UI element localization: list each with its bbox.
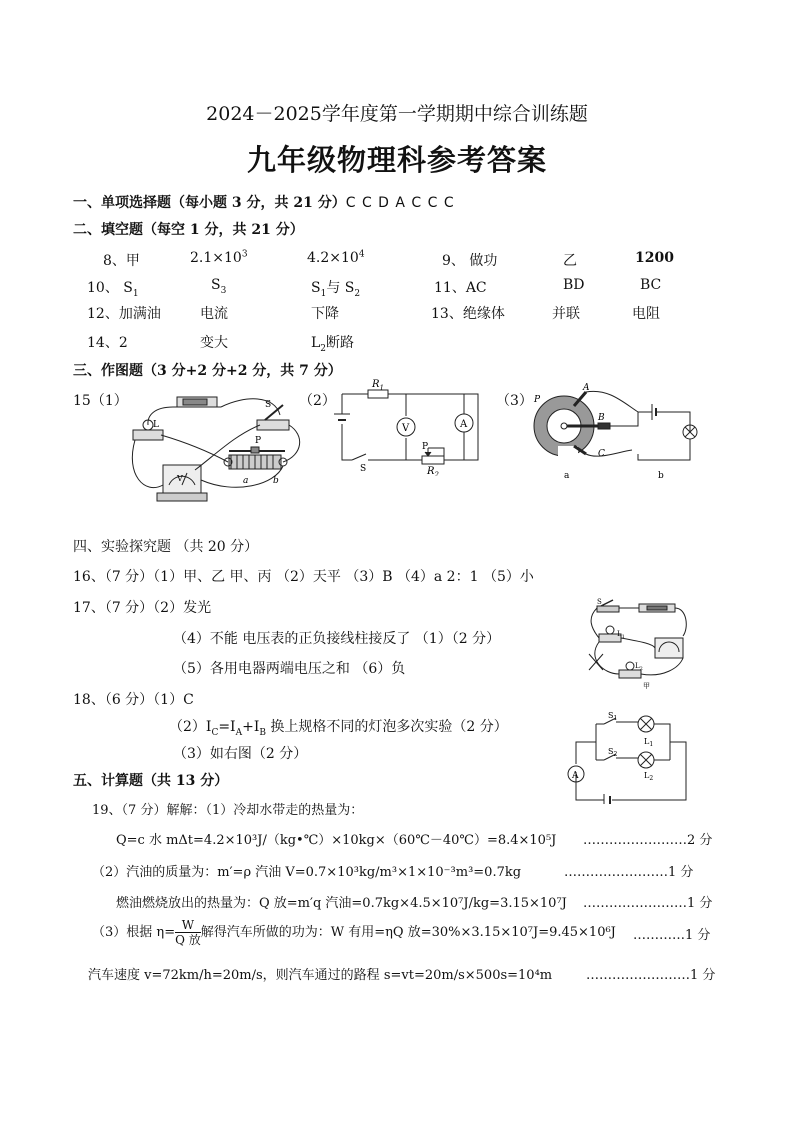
- fig15-2-label: （2）: [299, 393, 336, 409]
- fig15-2-P: P: [422, 442, 429, 452]
- fig15-2-A: A: [460, 419, 468, 430]
- efficiency-fraction: $\frac{W}{\text{Q 放}}$: [175, 918, 201, 947]
- fig17-circuit-sketch: [583, 598, 693, 690]
- fig17-jia: 甲: [643, 682, 650, 690]
- fig15-1-circuit-sketch: [125, 385, 305, 510]
- q8-answer-2: $2.1\times 10^3$: [190, 249, 248, 266]
- q19-line-5: 汽车速度 v=72km/h=20m/s，则汽车通过的路程 s=vt=20m/s×500s=10⁴m: [88, 968, 553, 983]
- q12-answer-2: 电流: [200, 306, 228, 322]
- section-4-heading: 四、实验探究题 （共 20 分）: [73, 539, 259, 555]
- fig15-1-a: a: [243, 476, 249, 486]
- fig15-3-b: b: [658, 471, 664, 481]
- section-5-heading: 五、计算题（共 13 分）: [73, 773, 229, 789]
- q19-line-1-score: ……………………2 分: [583, 833, 713, 848]
- fig18-L1: $L_1$: [644, 737, 654, 748]
- fig18-schematic: [566, 712, 692, 804]
- fig15-1-b: b: [273, 476, 279, 486]
- q17-answer-1: 17、（7 分）（2）发光: [73, 600, 212, 616]
- fig15-2-R2: $R_2$: [427, 466, 439, 476]
- q18-answer-3: （3）如右图（2 分）: [173, 746, 308, 762]
- fig15-3-potentiometer: [528, 380, 706, 482]
- q13-answer-1: 13、绝缘体: [431, 306, 505, 322]
- q19-line-3-score: ……………………1 分: [583, 896, 713, 911]
- fig15-3-A: A: [583, 383, 590, 393]
- q12-answer-3: 下降: [311, 306, 339, 322]
- q18-answer-1: 18、（6 分）（1）C: [73, 692, 194, 708]
- q8-answer-1: 8、甲: [103, 253, 140, 269]
- q19-line-5-score: ……………………1 分: [586, 968, 716, 983]
- q14-answer-2: 变大: [200, 335, 228, 351]
- section-1-heading: 一、单项选择题（每小题 3 分，共 21 分）: [73, 195, 346, 211]
- fig15-3-a: a: [564, 471, 570, 481]
- q10-answer-3: $S_1$与 $S_2$: [311, 280, 361, 299]
- fig15-2-V: V: [402, 423, 410, 434]
- fig15-2-R1: $R_1$: [372, 379, 384, 392]
- fig15-3-P: P: [534, 395, 541, 405]
- q16-answer: 16、（7 分）（1）甲、乙 甲、丙 （2）天平 （3）B （4）a 2：1 （5）小: [73, 569, 534, 585]
- fig15-2-S: S: [360, 464, 367, 474]
- fig15-1-P: P: [255, 436, 262, 446]
- q19-line-4-score: …………1 分: [633, 928, 711, 943]
- q13-answer-2: 并联: [552, 306, 580, 322]
- q10-answer-2: $S_3$: [211, 277, 227, 296]
- fig18-L2: $L_2$: [644, 771, 654, 782]
- fig17-S: S: [597, 598, 602, 606]
- q9-answer-3: 1200: [635, 250, 674, 266]
- fig18-S2: $S_2$: [608, 747, 618, 758]
- fig15-1-S: S: [265, 400, 272, 410]
- fig18-S1: $S_1$: [608, 712, 618, 722]
- section-1-answers: C C D A C C C: [345, 195, 455, 211]
- section-2-heading: 二、填空题（每空 1 分，共 21 分）: [73, 222, 304, 238]
- q14-answer-3: $L_2$断路: [311, 335, 355, 354]
- fig15-3-label: （3）: [496, 393, 533, 409]
- fig15-1-label: 15（1）: [73, 393, 128, 409]
- q12-answer-1: 12、加满油: [87, 306, 161, 322]
- q13-answer-3: 电阻: [632, 306, 660, 322]
- q9-answer-2: 乙: [563, 253, 577, 269]
- q11-answer-2: BD: [563, 277, 585, 293]
- answer-key-title: 九年级物理科参考答案: [246, 143, 547, 177]
- exam-title: 2024－2025学年度第一学期期中综合训练题: [206, 103, 588, 125]
- section-3-heading: 三、作图题（3 分+2 分+2 分，共 7 分）: [73, 363, 342, 379]
- fig18-A: A: [572, 771, 579, 781]
- q17-answer-3: （5）各用电器两端电压之和 （6）负: [173, 661, 406, 677]
- q19-line-2: （2）汽油的质量为：m′=ρ 汽油 V=0.7×10³kg/m³×1×10⁻³m³=0.7kg: [92, 865, 522, 880]
- fig17-L2: $L_2$: [635, 662, 643, 672]
- q19-line-1: Q=c 水 mΔt=4.2×10³J/（kg•℃）×10kg×（60℃－40℃）=8.4×10⁵J: [116, 833, 557, 848]
- q18-answer-2: $(2)I_C=I_A+I_B$ 换上规格不同的灯泡多次实验（2 分）: [169, 719, 508, 738]
- fig15-1-V: V: [177, 474, 183, 483]
- q19-line-4: （3）根据 η= $\frac{W}{\text{Q 放}}$ 解得汽车所做的功为：W 有用=ηQ 放=30%×3.15×10⁷J=9.45×10⁶J: [92, 918, 616, 947]
- fig15-1-L: L: [153, 420, 159, 430]
- q9-answer-1: 9、 做功: [442, 253, 498, 269]
- q11-answer-1: 11、AC: [434, 280, 487, 296]
- q14-answer-1: 14、2: [87, 335, 128, 351]
- q11-answer-3: BC: [640, 277, 662, 293]
- fig17-L1: $L_1$: [617, 630, 625, 640]
- fig15-2-schematic: [330, 376, 490, 476]
- q10-answer-1: 10、 $S_1$: [87, 280, 139, 299]
- fig15-3-C: C: [598, 449, 605, 459]
- q17-answer-2: （4）不能 电压表的正负接线柱接反了 （1）（2 分）: [173, 631, 501, 647]
- section-1: [73, 192, 455, 212]
- fig15-3-B: B: [598, 413, 605, 423]
- q8-answer-3: $4.2\times 10^4$: [307, 249, 365, 266]
- q19-line-2-score: ……………………1 分: [564, 865, 694, 880]
- q19-intro: 19、（7 分）解解：（1）冷却水带走的热量为：: [92, 803, 364, 818]
- q19-line-3: 燃油燃烧放出的热量为：Q 放=m′q 汽油=0.7kg×4.5×10⁷J/kg=3.15×10⁷J: [116, 896, 567, 911]
